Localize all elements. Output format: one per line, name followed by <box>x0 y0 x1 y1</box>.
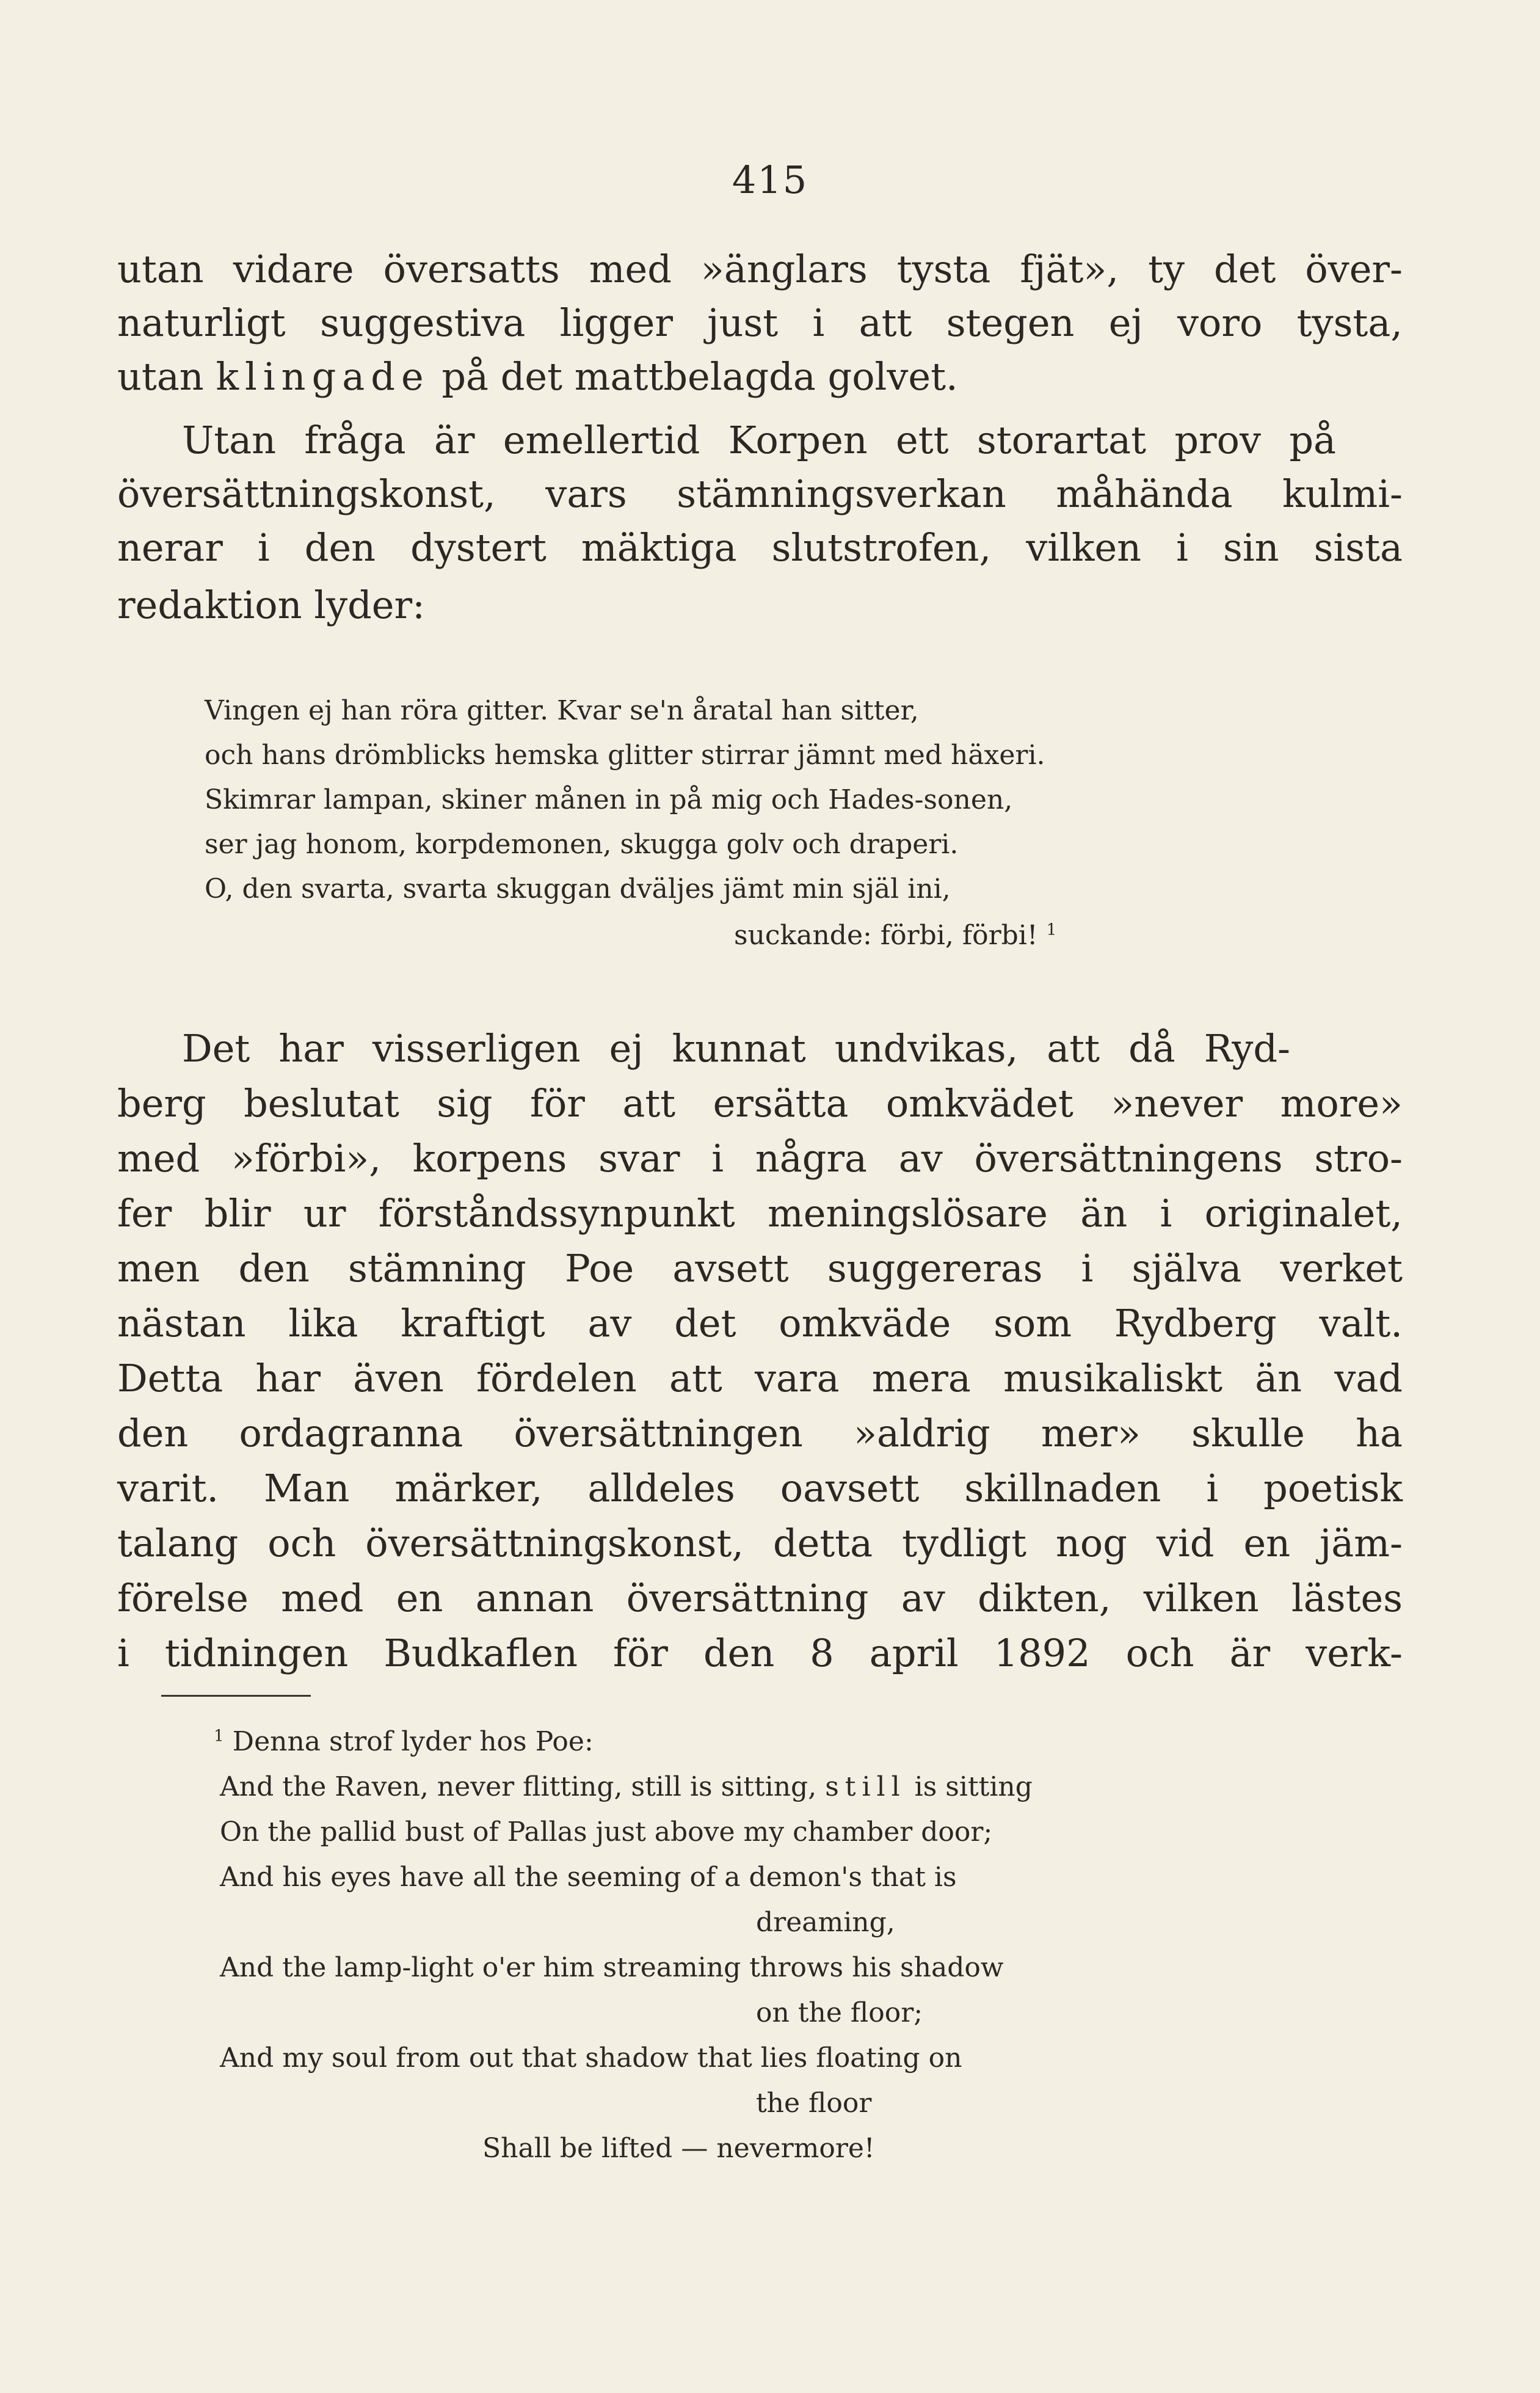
text-line: förelse med en annan översättning av dikten, vilken lästes <box>117 1576 1403 1620</box>
footnote-marker: 1 <box>214 1726 224 1746</box>
text-line: varit. Man märker, alldeles oavsett skillnaden i poetisk <box>117 1466 1403 1510</box>
footnote-divider <box>161 1695 311 1697</box>
footnote-line: the floor <box>756 2088 872 2119</box>
text-line: nerar i den dystert mäktiga slutstrofen, vilken i sin sista <box>117 525 1403 570</box>
footnote-line <box>214 1728 594 1755</box>
verse-line: O, den svarta, svarta skuggan dväljes jämt min själ ini, <box>205 873 951 905</box>
text-line: den ordagranna översättningen »aldrig mer» skulle ha <box>117 1411 1403 1455</box>
verse-line: Vingen ej han röra gitter. Kvar se'n åratal han sitter, <box>205 695 919 726</box>
text-segment: på det mattbelagda golvet. <box>429 354 958 399</box>
text-line: nästan lika kraftigt av det omkväde som Rydberg valt. <box>117 1301 1403 1346</box>
footnote-line: And the lamp-light o'er him streaming throws his shadow <box>220 1952 1004 1983</box>
text-line: utan vidare översatts med »änglars tysta fjät», ty det över- <box>117 247 1403 291</box>
text-line <box>117 354 1403 399</box>
footnote-line: on the floor; <box>756 1997 923 2028</box>
text-line: men den stämning Poe avsett suggereras i själva verket <box>117 1246 1403 1291</box>
spaced-emphasis: klingade <box>216 354 430 399</box>
text-segment: And the Raven, never flitting, still is sitting, <box>220 1771 826 1802</box>
text-line: fer blir ur förståndssynpunkt meningslösare än i originalet, <box>117 1191 1403 1236</box>
text-line: naturligt suggestiva ligger just i att stegen ej voro tysta, <box>117 300 1403 345</box>
text-line: i tidningen Budkaflen för den 8 april 1892 och är verk- <box>117 1631 1403 1675</box>
footnote-line: On the pallid bust of Pallas just above my chamber door; <box>220 1816 993 1848</box>
footnote-line <box>220 1771 1033 1802</box>
footnote-line: And his eyes have all the seeming of a demon's that is <box>220 1862 957 1893</box>
text-line: översättningskonst, vars stämningsverkan måhända kulmi- <box>117 472 1403 516</box>
verse-line: Skimrar lampan, skiner månen in på mig och Hades-sonen, <box>205 784 1013 815</box>
text-segment: suckande: förbi, förbi! <box>734 920 1038 951</box>
text-segment: is sitting <box>906 1771 1033 1802</box>
text-segment: Denna strof lyder hos Poe: <box>232 1726 594 1757</box>
verse-line: ser jag honom, korpdemonen, skugga golv och draperi. <box>205 829 959 860</box>
text-line: med »förbi», korpens svar i några av översättningens stro- <box>117 1136 1403 1181</box>
text-line: talang och översättningskonst, detta tydligt nog vid en jäm- <box>117 1521 1403 1565</box>
text-line: berg beslutat sig för att ersätta omkvädet »never more» <box>117 1081 1403 1126</box>
verse-line <box>734 922 1056 949</box>
text-line: Det har visserligen ej kunnat undvikas, att då Ryd- <box>182 1026 1290 1071</box>
text-line: redaktion lyder: <box>117 583 426 627</box>
footnote-line: dreaming, <box>756 1907 895 1938</box>
footnote-line: And my soul from out that shadow that lies floating on <box>220 2042 962 2074</box>
text-segment: utan <box>117 354 216 399</box>
text-line: Utan fråga är emellertid Korpen ett storartat prov på <box>182 418 1336 462</box>
footnote-line: Shall be lifted — nevermore! <box>482 2133 875 2164</box>
text-line: Detta har även fördelen att vara mera musikaliskt än vad <box>117 1356 1403 1400</box>
verse-line: och hans drömblicks hemska glitter stirrar jämnt med häxeri. <box>205 740 1045 771</box>
page-number: 415 <box>732 158 808 202</box>
spaced-emphasis: still <box>825 1771 906 1802</box>
footnote-reference: 1 <box>1046 920 1057 939</box>
